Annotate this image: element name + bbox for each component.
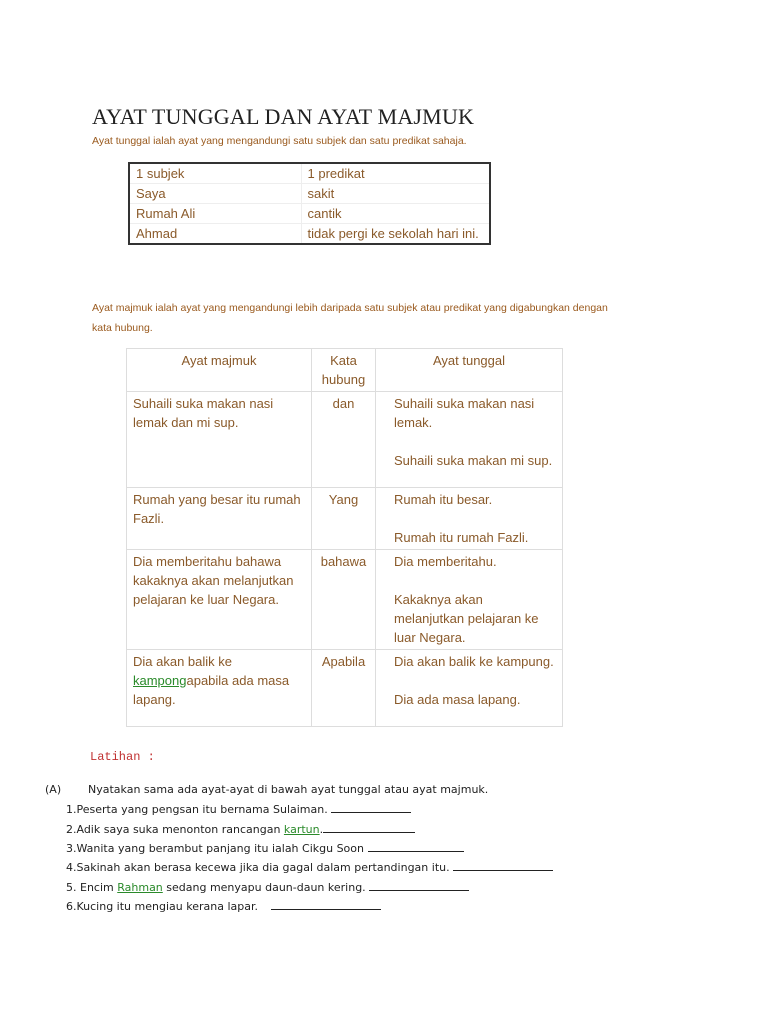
latihan-heading: Latihan : xyxy=(90,750,155,764)
table-row xyxy=(129,204,490,224)
cell-tunggal xyxy=(376,392,563,488)
answer-blank[interactable] xyxy=(331,802,411,813)
cell-hubung: Yang xyxy=(312,488,376,550)
spellcheck-word: kartun xyxy=(283,823,320,836)
question-text: 4.Sakinah akan berasa kecewa jika dia gagal dalam pertandingan itu. xyxy=(66,861,450,874)
question-4 xyxy=(66,860,553,874)
question-text: 6.Kucing itu mengiau kerana lapar. xyxy=(66,900,258,913)
cell: sakit xyxy=(301,184,490,204)
cell-tunggal xyxy=(376,550,563,650)
table-row xyxy=(127,650,563,727)
answer-blank[interactable] xyxy=(368,841,464,852)
question-text: 2.Adik saya suka menonton rancangan xyxy=(66,823,284,836)
table-row xyxy=(129,184,490,204)
definition-tunggal: Ayat tunggal ialah ayat yang mengandungi satu subjek dan satu predikat sahaja. xyxy=(92,135,467,147)
cell-majmuk: Rumah yang besar itu rumah Fazli. xyxy=(127,488,312,550)
question-6 xyxy=(66,899,381,913)
sentence: Dia akan balik ke kampung. xyxy=(394,654,554,669)
table-tunggal xyxy=(128,162,491,245)
question-5 xyxy=(66,880,469,894)
cell-majmuk: Suhaili suka makan nasi lemak dan mi sup. xyxy=(127,392,312,488)
header-predikat: 1 predikat xyxy=(301,163,490,184)
spellcheck-word: kampong xyxy=(133,673,187,688)
cell: Saya xyxy=(129,184,301,204)
sentence: Dia memberitahu. xyxy=(394,554,497,569)
sentence: Rumah itu rumah Fazli. xyxy=(394,530,529,545)
header-ayat-tunggal: Ayat tunggal xyxy=(376,349,563,392)
sentence: Suhaili suka makan nasi lemak. xyxy=(394,396,535,430)
cell-hubung: Apabila xyxy=(312,650,376,727)
cell-hubung: bahawa xyxy=(312,550,376,650)
sentence: Kakaknya akan melanjutkan pelajaran ke luar Negara. xyxy=(394,592,539,645)
cell-majmuk xyxy=(127,650,312,727)
cell: Rumah Ali xyxy=(129,204,301,224)
sentence: Suhaili suka makan mi sup. xyxy=(394,453,553,468)
cell: Ahmad xyxy=(129,224,301,245)
cell-tunggal xyxy=(376,650,563,727)
cell-hubung: dan xyxy=(312,392,376,488)
table-header-row xyxy=(127,349,563,392)
question-3 xyxy=(66,841,464,855)
sentence: Dia ada masa lapang. xyxy=(394,692,521,707)
table-header-row xyxy=(129,163,490,184)
text: apabila ada masa lapang. xyxy=(133,673,290,707)
answer-blank[interactable] xyxy=(271,899,381,910)
question-text: sedang menyapu daun-daun kering. xyxy=(162,881,366,894)
table-row xyxy=(129,224,490,245)
cell: cantik xyxy=(301,204,490,224)
table-majmuk xyxy=(126,348,563,727)
question-2 xyxy=(66,822,415,836)
answer-blank[interactable] xyxy=(453,860,553,871)
cell-tunggal xyxy=(376,488,563,550)
table-row xyxy=(127,550,563,650)
answer-blank[interactable] xyxy=(323,822,415,833)
exercise-label: (A) xyxy=(45,783,62,796)
definition-majmuk-line2: kata hubung. xyxy=(92,322,153,334)
header-ayat-majmuk: Ayat majmuk xyxy=(127,349,312,392)
sentence: Rumah itu besar. xyxy=(394,492,493,507)
header-kata-hubung: Kata hubung xyxy=(312,349,376,392)
table-row xyxy=(127,488,563,550)
question-text: 3.Wanita yang berambut panjang itu ialah Cikgu Soon xyxy=(66,842,364,855)
question-text: . xyxy=(319,823,324,836)
question-1 xyxy=(66,802,411,816)
cell: tidak pergi ke sekolah hari ini. xyxy=(301,224,490,245)
text: Dia akan balik ke xyxy=(133,654,232,669)
header-subjek: 1 subjek xyxy=(129,163,301,184)
definition-majmuk-line1: Ayat majmuk ialah ayat yang mengandungi lebih daripada satu subjek atau predikat yang digabungkan dengan xyxy=(92,302,608,314)
cell-majmuk: Dia memberitahu bahawa kakaknya akan melanjutkan pelajaran ke luar Negara. xyxy=(127,550,312,650)
answer-blank[interactable] xyxy=(369,880,469,891)
question-text: 1.Peserta yang pengsan itu bernama Sulaiman. xyxy=(66,803,328,816)
page-title: AYAT TUNGGAL DAN AYAT MAJMUK xyxy=(92,104,475,129)
table-row xyxy=(127,392,563,488)
spellcheck-word: Rahman xyxy=(117,881,163,894)
question-text: 5. Encim xyxy=(66,881,118,894)
exercise-instruction: Nyatakan sama ada ayat-ayat di bawah ayat tunggal atau ayat majmuk. xyxy=(88,783,489,796)
